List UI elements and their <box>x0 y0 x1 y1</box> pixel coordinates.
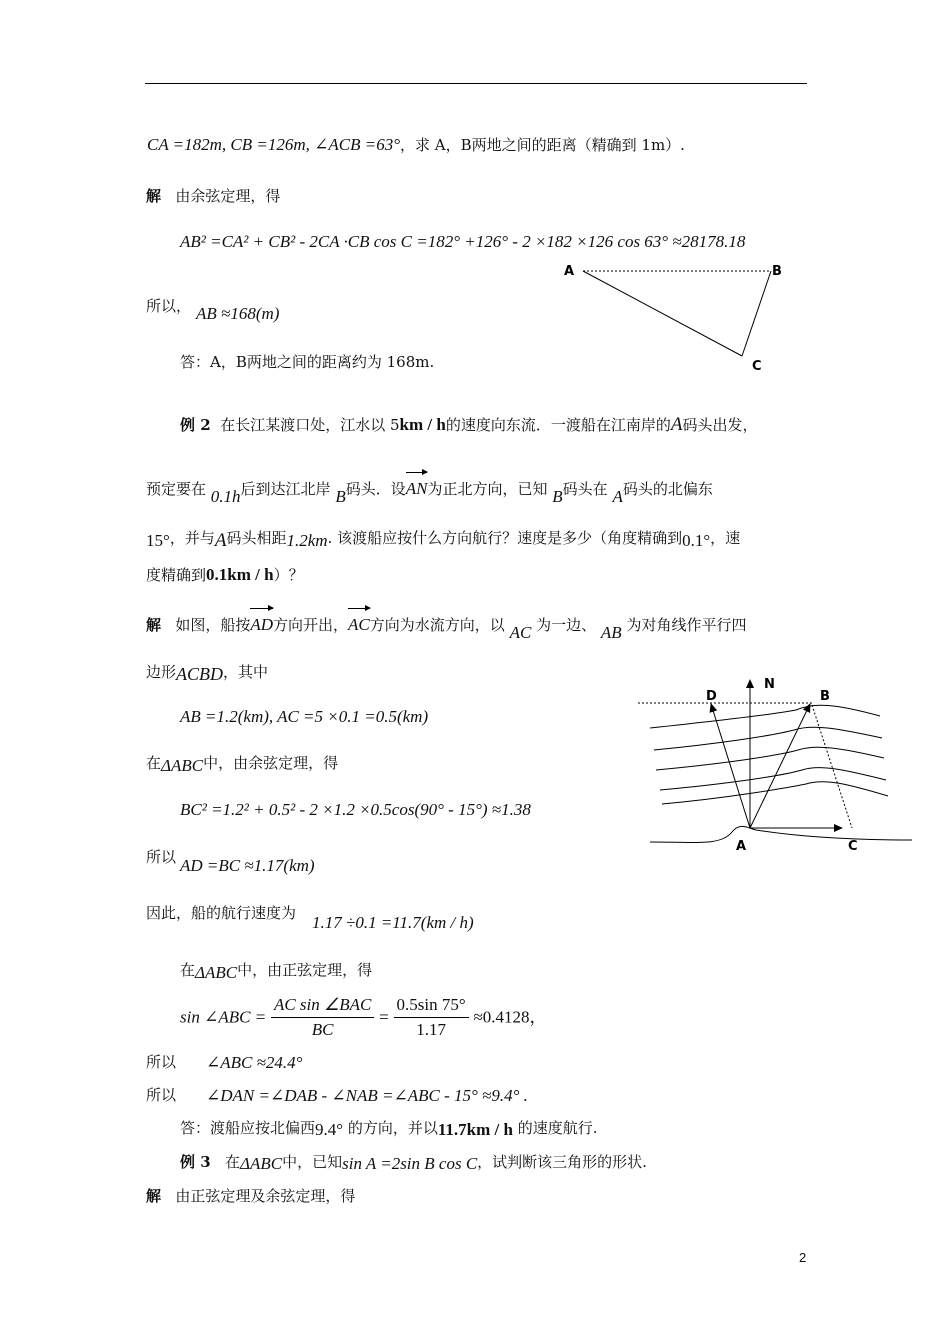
fig2-label-d: D <box>706 689 717 704</box>
example-2-line-3: 15°，并与A码头相距1.2km. 该渡船应按什么方向航行？速度是多少（角度精确到0.1°，速 <box>146 529 741 551</box>
therefore-3: 所以 <box>146 1053 177 1071</box>
fig2-label-b: B <box>820 689 830 704</box>
bc-squared-equation: BC² =1.2² + 0.5² - 2 ×1.2 ×0.5cos(90° - 15°) ≈1.38 <box>180 800 531 819</box>
sine-law-equation: sin ∠ABC = $\frac{\text{AC sin ∠BAC}}{BC}$ = $\frac{0.5\sin 75^\circ}{1.17}$ ≈0.4128， <box>180 993 547 1042</box>
river-crossing-figure <box>636 672 916 856</box>
solution-2-line-1: 解 如图，船按AD方向开出，AC方向为水流方向，以 AC 为一边、 AB 为对角线作平行四 <box>146 604 746 638</box>
example-2-line-4: 度精确到0.1km / h）？ <box>146 565 304 584</box>
triangle-figure <box>556 256 796 376</box>
fraction-1: $\frac{\text{AC sin ∠BAC}}{BC}$ <box>271 993 374 1042</box>
angle-dan-result: ∠DAN =∠DAB - ∠NAB =∠ABC - 15° ≈9.4° . <box>206 1086 528 1105</box>
fig1-label-a: A <box>564 264 575 279</box>
fig1-label-c: C <box>752 359 762 374</box>
solution-1-intro: 解 由余弦定理，得 <box>146 187 281 205</box>
fig2-label-a: A <box>736 839 747 854</box>
fig2-label-c: C <box>848 839 858 854</box>
speed-intro: 因此，船的航行速度为 <box>146 904 297 922</box>
south-bank <box>650 826 912 842</box>
answer-2: 答：渡船应按北偏西9.4° 的方向，并以11.7km / h 的速度航行. <box>180 1119 598 1139</box>
result-ab: AB ≈168(m) <box>196 304 280 323</box>
sine-law-intro: 在ΔABC中，由正弦定理，得 <box>180 961 373 982</box>
example-2-line-2: 预定要在 0.1h后到达江北岸 B码头．设AN为正北方向，已知 B码头在 A码头的北偏东 <box>146 468 713 502</box>
segment-ac <box>583 271 742 356</box>
header-rule <box>145 83 807 84</box>
segment-bc-dotted <box>812 705 852 828</box>
speed-equation: 1.17 ÷0.1 =11.7(km / h) <box>312 913 474 932</box>
therefore-4: 所以 <box>146 1086 177 1104</box>
therefore-2: 所以 <box>146 848 177 866</box>
fig1-label-b: B <box>772 264 782 279</box>
answer-1: 答：A，B两地之间的距离约为 168m. <box>180 353 435 371</box>
given-lengths: AB =1.2(km), AC =5 ×0.1 =0.5(km) <box>180 707 429 726</box>
problem-conditions: CA =182m, CB =126m, ∠ACB =63°，求 A，B两地之间的距离（精确到 1m）. <box>147 135 685 154</box>
example-2-line-1: 例 2 在长江某渡口处，江水以 5km / h的速度向东流．一渡船在江南岸的A码头出发， <box>180 414 758 435</box>
law-of-cosines-equation: AB² =CA² + CB² - 2CA ·CB cos C =182° +126° - 2 ×182 ×126 cos 63° ≈28178.18 <box>180 232 746 251</box>
vector-ab <box>750 704 810 828</box>
ad-equals-bc: AD =BC ≈1.17(km) <box>180 856 315 875</box>
therefore-1: 所以， <box>146 297 192 315</box>
page-number: 2 <box>799 1250 807 1265</box>
vector-ad <box>711 704 750 828</box>
example-3: 例 3 在ΔABC中，已知sin A =2sin B cos C，试判断该三角形的形状. <box>180 1153 647 1173</box>
fraction-2: $\frac{0.5\sin 75^\circ}{1.17}$ <box>394 993 469 1042</box>
segment-bc <box>742 271 771 356</box>
cosine-law-intro: 在ΔABC中，由余弦定理，得 <box>146 754 339 775</box>
solution-3-intro: 解 由正弦定理及余弦定理，得 <box>146 1187 356 1205</box>
solution-2-line-2: 边形ACBD，其中 <box>146 663 269 684</box>
fig2-label-n: N <box>764 677 775 692</box>
angle-abc-result: ∠ABC ≈24.4° <box>206 1053 303 1072</box>
